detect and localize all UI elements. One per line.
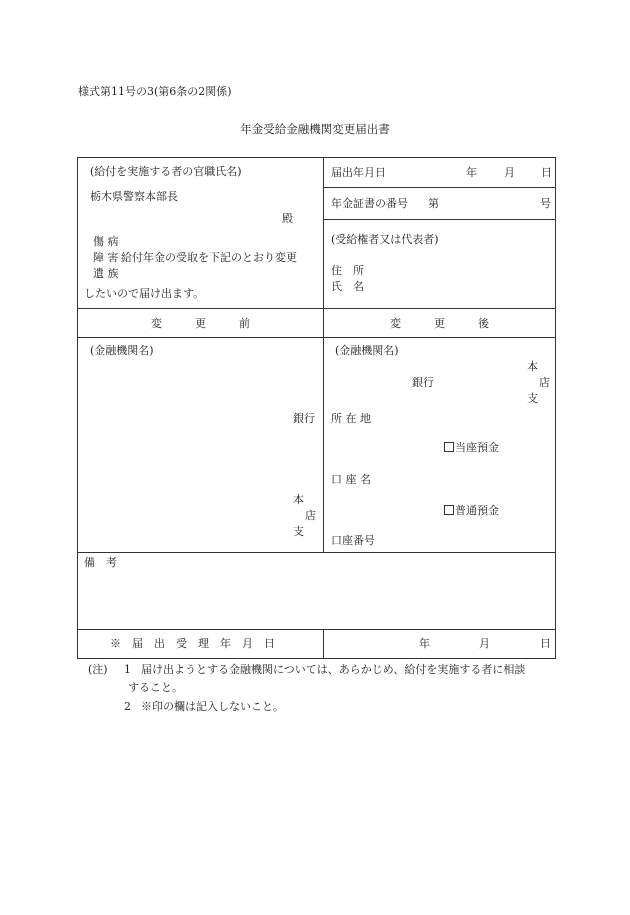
note-2-number: 2 (124, 700, 131, 713)
recipient-name: 栃木県警察本部長 (90, 190, 178, 203)
row-divider-header-top (77, 308, 556, 309)
row-divider-header-bottom (77, 337, 556, 338)
after-branch-store: 店 (539, 376, 550, 389)
note-1-number: 1 (124, 663, 131, 676)
row-divider-remarks (77, 552, 556, 553)
after-branch-sub: 支 (527, 392, 538, 405)
after-bank-label: (金融機関名) (335, 344, 399, 357)
notes-prefix: (注) (88, 663, 108, 676)
filing-date-day: 日 (541, 166, 552, 179)
recipient-label: (給付を実施する者の官職氏名) (90, 165, 242, 178)
table-border-top (77, 157, 556, 158)
savings-checkbox[interactable] (444, 505, 454, 515)
before-bank-label: (金融機関名) (90, 344, 154, 357)
after-branch-main: 本 (527, 360, 538, 373)
after-bank-suffix: 銀行 (412, 376, 434, 389)
applicant-name-label: 氏 名 (331, 280, 364, 293)
checking-label: 当座預金 (455, 441, 499, 454)
row-divider-date (323, 187, 556, 188)
applicant-address-label: 住 所 (331, 264, 364, 277)
receipt-month: 月 (479, 637, 490, 650)
filing-date-year: 年 (466, 166, 477, 179)
row-divider-receipt (77, 629, 556, 630)
account-name-label: 口 座 名 (331, 473, 371, 486)
column-divider-upper (323, 157, 324, 553)
request-option-injury: 傷 病 (93, 235, 119, 248)
table-border-right (555, 157, 556, 659)
column-divider-receipt (323, 629, 324, 659)
checking-option[interactable] (444, 442, 499, 453)
receipt-day: 日 (540, 637, 551, 650)
certificate-prefix: 第 (428, 197, 439, 210)
checking-checkbox[interactable] (444, 442, 454, 452)
table-border-bottom (77, 658, 556, 659)
form-id: 様式第11号の3(第6条の2関係) (78, 85, 232, 98)
certificate-label: 年金証書の番号 (331, 197, 408, 210)
before-branch-store: 店 (305, 509, 316, 522)
header-after: 変 更 後 (390, 317, 489, 330)
before-branch-main: 本 (293, 493, 304, 506)
request-end-text: したいので届け出ます。 (84, 287, 205, 300)
note-1-line-1: 届け出ようとする金融機関については、あらかじめ、給付を実施する者に相談 (141, 663, 526, 676)
page-title: 年金受給金融機関変更届出書 (240, 122, 390, 136)
note-2-text: ※印の欄は記入しないこと。 (141, 700, 284, 713)
remarks-label: 備 考 (84, 556, 117, 569)
receipt-label: ※ 届 出 受 理 年 月 日 (110, 637, 275, 650)
before-branch-sub: 支 (293, 525, 304, 538)
note-1-line-2: すること。 (128, 681, 183, 694)
account-number-label: 口座番号 (331, 534, 375, 547)
certificate-suffix: 号 (540, 197, 551, 210)
request-option-disability: 障 害 (93, 251, 119, 264)
savings-option[interactable] (444, 505, 499, 516)
row-divider-certificate (323, 219, 556, 220)
applicant-label: (受給権者又は代表者) (331, 233, 439, 246)
filing-date-month: 月 (504, 166, 515, 179)
recipient-honorific: 殿 (282, 212, 293, 225)
request-option-survivor: 遺 族 (93, 267, 119, 280)
header-before: 変 更 前 (151, 317, 250, 330)
savings-label: 普通預金 (455, 504, 499, 517)
table-border-left (77, 157, 78, 659)
request-middle-text: 給付年金の受取を下記のとおり変更 (121, 251, 297, 264)
before-bank-suffix: 銀行 (293, 412, 315, 425)
after-location-label: 所 在 地 (331, 412, 371, 425)
filing-date-label: 届出年月日 (331, 166, 386, 179)
receipt-year: 年 (419, 637, 430, 650)
